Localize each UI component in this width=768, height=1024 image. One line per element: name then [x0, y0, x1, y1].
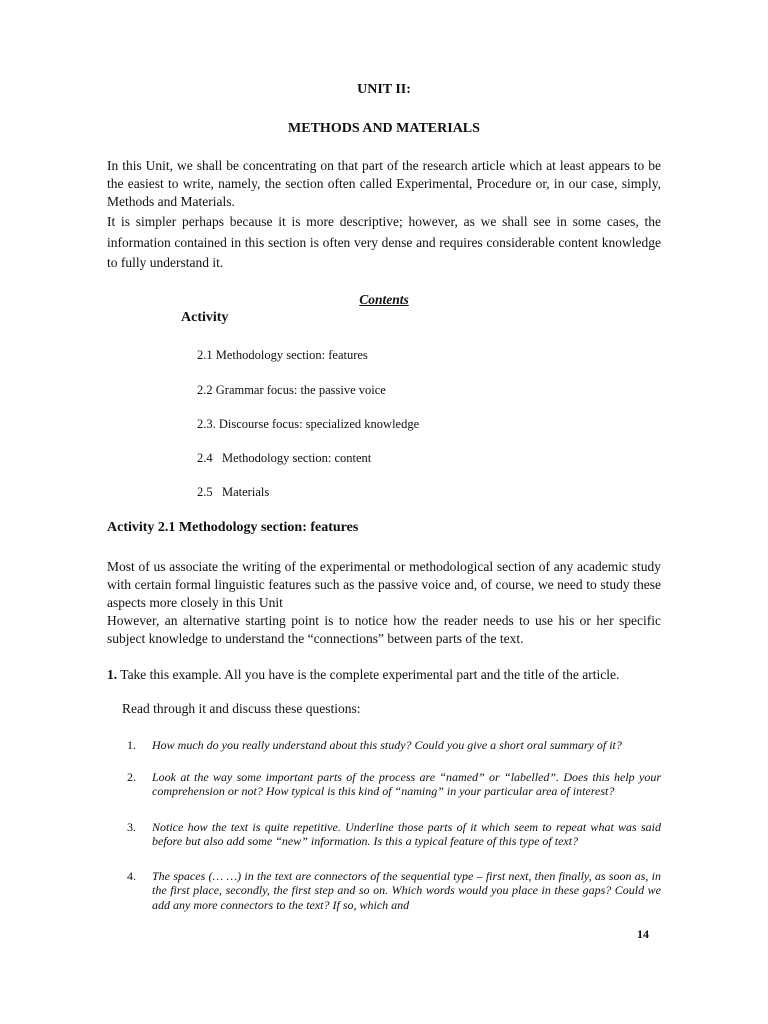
question-text: Notice how the text is quite repetitive. Underline those parts of it which seem to repeat what was said before but also add some “new” information. Is this a typical feature of this type of text?	[152, 820, 661, 849]
exercise-paragraph	[107, 666, 661, 684]
question-number: 2.	[127, 770, 136, 784]
page-number: 14	[637, 927, 649, 941]
contents-heading: Contents	[359, 292, 409, 307]
question-text: Look at the way some important parts of the process are “named” or “labelled”. Does this help your comprehension or not? How typical is this kind of “naming” in your particular area of interest?	[152, 770, 661, 799]
intro-paragraph-1: In this Unit, we shall be concentrating on that part of the research article which at least appears to be the easiest to write, namely, the section often called Experimental, Procedure or, in our case, simply, Methods and Materials.	[107, 158, 661, 209]
toc-item: 2.2 Grammar focus: the passive voice	[197, 383, 386, 397]
toc-item: 2.4 Methodology section: content	[197, 451, 372, 465]
exercise-instruction: Read through it and discuss these questions:	[122, 701, 361, 716]
activity-heading: Activity	[181, 310, 229, 325]
question-number: 3.	[127, 820, 136, 834]
intro-paragraph-2: It is simpler perhaps because it is more descriptive; however, as we shall see in some cases, the information contained in this section is often very dense and requires considerable content knowledge to fully understand it.	[107, 214, 661, 270]
body-paragraph-text: Most of us associate the writing of the experimental or methodological section of any academic study with certain formal linguistic features such as the passive voice and, of course, we need to study these aspects more closely in this Unit	[107, 559, 661, 610]
section-heading: Activity 2.1 Methodology section: features	[107, 520, 359, 535]
body-paragraph-text: However, an alternative starting point is to notice how the reader needs to use his or her specific subject knowledge to understand the “connections” between parts of the text.	[107, 613, 661, 646]
question-number: 4.	[127, 869, 136, 883]
exercise-number: 1.	[107, 667, 118, 682]
toc-item: 2.5 Materials	[197, 485, 270, 499]
question-number: 1.	[127, 738, 136, 752]
page-title: METHODS AND MATERIALS	[288, 121, 480, 136]
body-paragraph	[107, 558, 661, 648]
toc-item: 2.3. Discourse focus: specialized knowledge	[197, 417, 420, 431]
question-text: The spaces (… …) in the text are connectors of the sequential type – first next, then finally, as soon as, in the first place, secondly, the first step and so on. Which words would you place in these gaps? Could we add any more connectors to the text? If so, which and	[152, 869, 661, 912]
exercise-text: Take this example. All you have is the complete experimental part and the title of the article.	[120, 667, 620, 682]
question-text: How much do you really understand about this study? Could you give a short oral summary of it?	[152, 738, 622, 752]
toc-item: 2.1 Methodology section: features	[197, 348, 368, 362]
unit-label: UNIT II:	[357, 82, 411, 97]
